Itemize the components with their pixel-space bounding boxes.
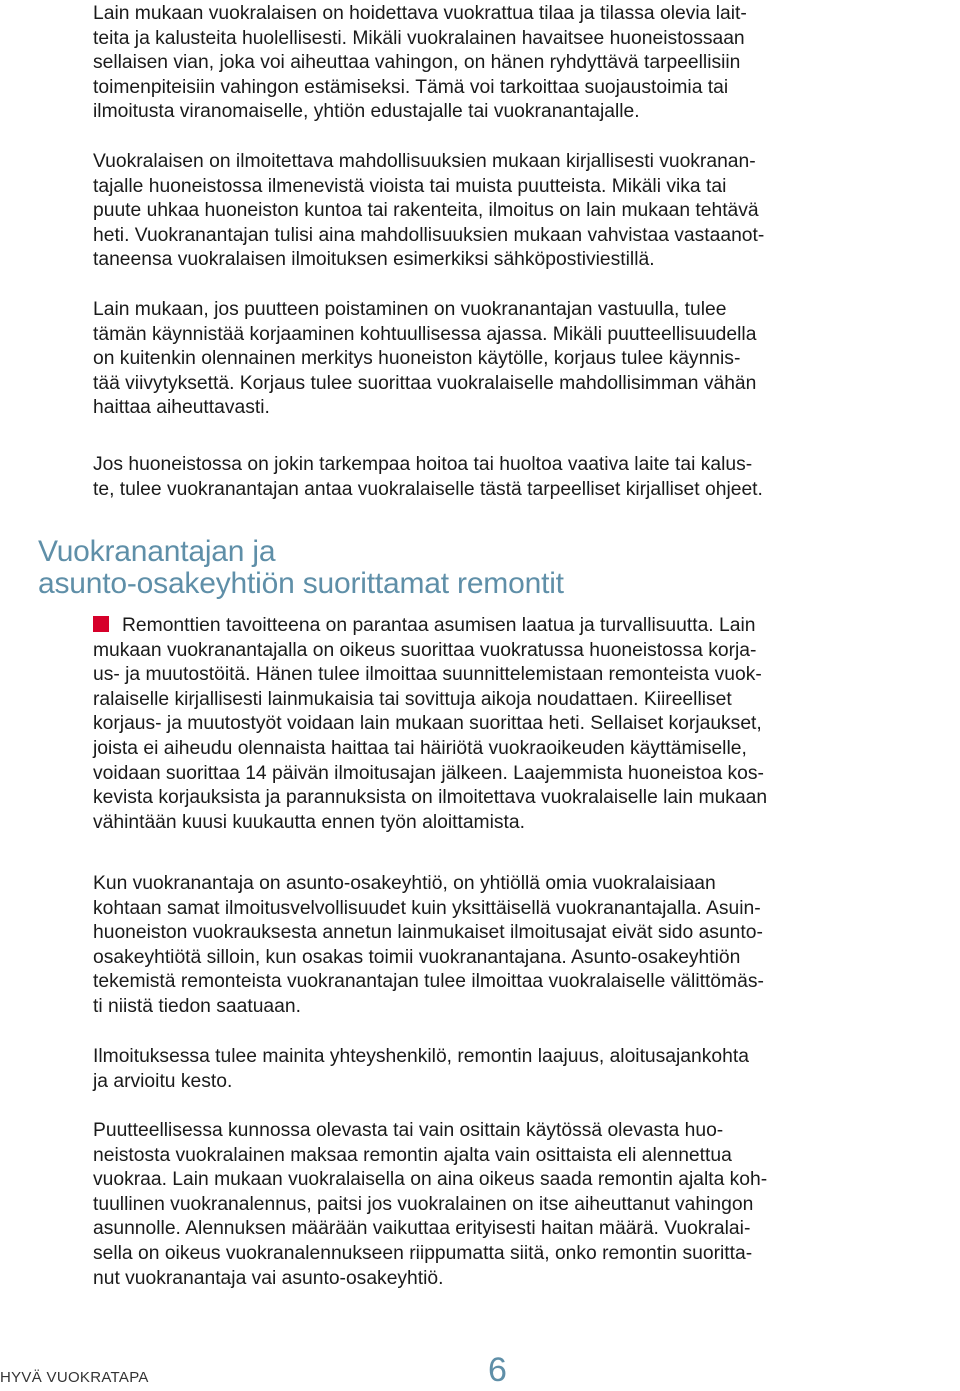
text-line: haittaa aiheuttavasti. bbox=[93, 397, 270, 419]
text-line bbox=[93, 614, 953, 639]
text-line: puute uhkaa huoneiston kuntoa tai rakenteita, ilmoitus on lain mukaan tehtävä bbox=[93, 200, 759, 222]
text-line: on kuitenkin olennainen merkitys huoneiston käytölle, korjaus tulee käynnis- bbox=[93, 348, 741, 370]
text-line: Ilmoituksessa tulee mainita yhteyshenkilö, remontin laajuus, aloitusajankohta bbox=[93, 1046, 749, 1067]
text-line: us- ja muutostöitä. Hänen tulee ilmoittaa suunnittelemistaan remonteista vuok- bbox=[93, 664, 762, 686]
footer-publication-label: HYVÄ VUOKRATAPA bbox=[0, 1369, 149, 1386]
text-line: heti. Vuokranantajan tulisi aina mahdollisuuksien mukaan vahvistaa vastaanot- bbox=[93, 224, 765, 246]
text-line: neistosta vuokralainen maksaa remontin ajalta vain osittaista eli alennettua bbox=[93, 1144, 732, 1166]
text-line: tuullinen vuokranalennus, paitsi jos vuokralainen on itse aiheuttanut vahingon bbox=[93, 1193, 754, 1215]
text-line: Jos huoneistossa on jokin tarkempaa hoitoa tai huoltoa vaativa laite tai kalus- bbox=[93, 454, 753, 475]
text-line: kohtaan samat ilmoitusvelvollisuudet kuin yksittäisellä vuokranantajalla. Asuin- bbox=[93, 897, 761, 919]
page-number: 6 bbox=[488, 1351, 507, 1389]
heading-line: asunto-osakeyhtiön suorittamat remontit bbox=[38, 567, 564, 600]
text-line: Lain mukaan, jos puutteen poistaminen on vuokranantajan vastuulla, tulee bbox=[93, 299, 727, 320]
text-line: korjaus- ja muutostyöt voidaan lain mukaan suorittaa heti. Sellaiset korjaukset, bbox=[93, 713, 762, 735]
text-line: nut vuokranantaja vai asunto-osakeyhtiö. bbox=[93, 1267, 444, 1289]
text-line: mukaan vuokranantajalla on oikeus suorittaa vuokratussa huoneistossa korja- bbox=[93, 639, 757, 661]
paragraph-notice-contents bbox=[93, 1045, 953, 1094]
text-line: sella on oikeus vuokranalennukseen riippumatta siitä, onko remontin suoritta- bbox=[93, 1242, 753, 1264]
text-line-content: Remonttien tavoitteena on parantaa asumisen laatua ja turvallisuutta. Lain bbox=[122, 615, 756, 636]
paragraph-device-instructions bbox=[93, 453, 953, 502]
text-line: Vuokralaisen on ilmoitettava mahdollisuuksien mukaan kirjallisesti vuokranan- bbox=[93, 151, 756, 172]
text-line: tää viivytyksettä. Korjaus tulee suorittaa vuokralaiselle mahdollisimman vähän bbox=[93, 372, 757, 394]
paragraph-defect-reporting bbox=[93, 150, 953, 273]
paragraph-tenant-care bbox=[93, 2, 953, 125]
text-line: tekemistä remonteista vuokranantajan tulee ilmoittaa vuokralaiselle välittömäs- bbox=[93, 971, 764, 993]
text-line: huoneiston vuokrauksesta annetun lainmukaiset ilmoitusajat eivät sido asunto- bbox=[93, 922, 763, 944]
text-line: sellaisen vian, joka voi aiheuttaa vahingon, on hänen ryhdyttävä tarpeellisiin bbox=[93, 52, 741, 74]
text-line: joista ei aiheudu olennaista haittaa tai häiriötä vuokraoikeuden käyttämiselle, bbox=[93, 737, 747, 759]
paragraph-repair-responsibility bbox=[93, 298, 953, 421]
text-line: Lain mukaan vuokralaisen on hoidettava vuokrattua tilaa ja tilassa olevia lait- bbox=[93, 3, 747, 24]
text-line: ralaiselle kirjallisesti lainmukaisia tai sovittuja aikoja noudattaen. Kiireelliset bbox=[93, 688, 732, 710]
text-line: Kun vuokranantaja on asunto-osakeyhtiö, on yhtiöllä omia vuokralaisiaan bbox=[93, 873, 716, 894]
text-line: tämän käynnistää korjaaminen kohtuullisessa ajassa. Mikäli puutteellisuudella bbox=[93, 323, 757, 345]
text-line: ja arvioitu kesto. bbox=[93, 1070, 233, 1092]
text-line: ilmoitusta viranomaiselle, yhtiön edustajalle tai vuokranantajalle. bbox=[93, 101, 640, 123]
text-line: vähintään kuusi kuukautta ennen työn aloittamista. bbox=[93, 811, 525, 833]
text-line: voidaan suorittaa 14 päivän ilmoitusajan jälkeen. Laajemmista huoneistoa kos- bbox=[93, 762, 764, 784]
text-line: vuokraa. Lain mukaan vuokralaisella on aina oikeus saada remontin ajalta koh- bbox=[93, 1169, 768, 1191]
text-line: taneensa vuokralaisen ilmoituksen esimerkiksi sähköpostiviestillä. bbox=[93, 249, 655, 271]
text-line: te, tulee vuokranantajan antaa vuokralaiselle tästä tarpeelliset kirjalliset ohjeet. bbox=[93, 478, 763, 500]
text-line: toimenpiteisiin vahingon estämiseksi. Tämä voi tarkoittaa suojaustoimia tai bbox=[93, 76, 729, 98]
text-line: ti niistä tiedon saatuaan. bbox=[93, 995, 301, 1017]
text-line: asunnolle. Alennuksen määrään vaikuttaa erityisesti haitan määrä. Vuokralai- bbox=[93, 1218, 751, 1240]
text-line: teita ja kalusteita huolellisesti. Mikäli vuokralainen havaitsee huoneistossaan bbox=[93, 27, 745, 49]
red-square-bullet-icon bbox=[93, 616, 109, 632]
text-line: osakeyhtiötä silloin, kun osakas toimii vuokranantajana. Asunto-osakeyhtiön bbox=[93, 946, 741, 968]
section-heading bbox=[38, 536, 564, 600]
paragraph-housing-company bbox=[93, 872, 953, 1020]
paragraph-renovation-goals bbox=[93, 614, 953, 835]
text-line: tajalle huoneistossa ilmenevistä vioista tai muista puutteista. Mikäli vika tai bbox=[93, 175, 727, 197]
heading-line: Vuokranantajan ja bbox=[38, 535, 276, 568]
paragraph-rent-reduction bbox=[93, 1119, 953, 1291]
text-line: kevista korjauksista ja parannuksista on ilmoitettava vuokralaiselle lain mukaan bbox=[93, 787, 768, 809]
text-line: Puutteellisessa kunnossa olevasta tai vain osittain käytössä olevasta huo- bbox=[93, 1120, 724, 1141]
